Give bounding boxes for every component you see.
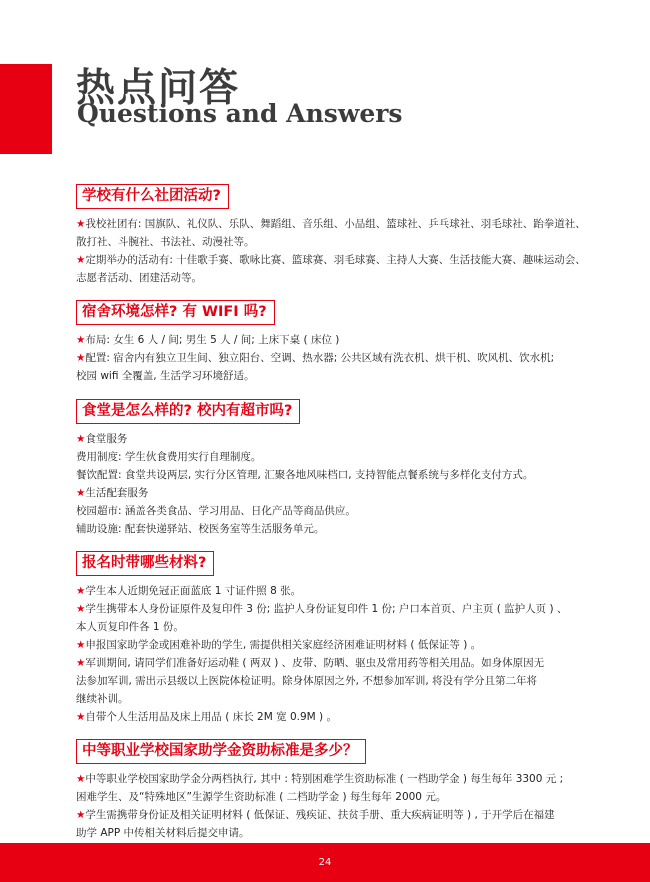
answer-text: 申报国家助学金或困难补助的学生, 需提供相关家庭经济困难证明材料 ( 低保证等 ) 。 <box>85 639 482 651</box>
answer-line <box>76 251 614 269</box>
answer-text: 生活配套服务 <box>85 487 149 499</box>
answer-text: 定期举办的活动有: 十佳歌手赛、歌咏比赛、篮球赛、羽毛球赛、主持人大赛、生活技能大赛、趣味运动会、 <box>85 254 586 266</box>
star-bullet-icon: ★ <box>76 254 86 266</box>
answer-block <box>76 582 614 726</box>
star-bullet-icon: ★ <box>76 433 86 445</box>
footer-bar <box>0 843 650 882</box>
answer-line <box>76 233 614 251</box>
answer-line <box>76 654 614 672</box>
page-subtitle: Questions and Answers <box>77 99 403 128</box>
answer-line <box>76 690 614 708</box>
star-bullet-icon: ★ <box>76 352 86 364</box>
answer-block <box>76 430 614 538</box>
answer-text: 学生携带本人身份证原件及复印件 3 份; 监护人身份证复印件 1 份; 户口本首页、户主页 ( 监护人页 ) 、 <box>85 603 568 615</box>
star-bullet-icon: ★ <box>76 773 86 785</box>
star-bullet-icon: ★ <box>76 711 86 723</box>
answer-line <box>76 708 614 726</box>
question-heading: 中等职业学校国家助学金资助标准是多少？ <box>76 739 366 764</box>
answer-line <box>76 618 614 636</box>
star-bullet-icon: ★ <box>76 657 86 669</box>
answer-text: 学生本人近期免冠正面蓝底 1 寸证件照 8 张。 <box>85 585 302 597</box>
answer-text: 军训期间, 请同学们准备好运动鞋 ( 两双 ) 、皮带、防晒、驱虫及常用药等相关用品。如身体原因无 <box>85 657 545 669</box>
answer-line <box>76 448 614 466</box>
answer-text: 辅助设施: 配套快递驿站、校医务室等生活服务单元。 <box>76 523 325 535</box>
qa-section <box>76 184 614 287</box>
answer-line <box>76 824 614 842</box>
question-heading: 报名时带哪些材料? <box>76 551 214 576</box>
star-bullet-icon: ★ <box>76 603 86 615</box>
star-bullet-icon: ★ <box>76 809 86 821</box>
answer-line <box>76 672 614 690</box>
star-bullet-icon: ★ <box>76 585 86 597</box>
answer-text: 中等职业学校国家助学金分两档执行, 其中 : 特别困难学生资助标准 ( 一档助学金 ) 每生每年 3300 元 ; <box>85 773 564 785</box>
answer-text: 费用制度: 学生伙食费用实行自理制度。 <box>76 451 262 463</box>
question-heading: 宿舍环境怎样? 有 WIFI 吗? <box>76 300 275 325</box>
answer-line <box>76 806 614 824</box>
question-heading: 食堂是怎么样的? 校内有超市吗? <box>76 399 300 424</box>
answer-text: 学生需携带身份证及相关证明材料 ( 低保证、残疾证、扶贫手册、重大疾病证明等 ) , 于开学后在福建 <box>85 809 555 821</box>
answer-block <box>76 770 614 842</box>
red-accent-bar <box>0 64 52 154</box>
answer-line <box>76 582 614 600</box>
page-title: 热点问答 <box>76 66 241 111</box>
answer-text: 散打社、斗腕社、书法社、动漫社等。 <box>76 236 255 248</box>
answer-text: 配置: 宿舍内有独立卫生间、独立阳台、空调、热水器; 公共区域有洗衣机、烘干机、吹风机、饮水机; <box>85 352 555 364</box>
answer-line <box>76 600 614 618</box>
answer-text: 自带个人生活用品及床上用品 ( 床长 2M 宽 0.9M ) 。 <box>85 711 337 723</box>
answer-text: 校园 wifi 全覆盖, 生活学习环境舒适。 <box>76 370 255 382</box>
answer-text: 布局: 女生 6 人 / 间; 男生 5 人 / 间; 上床下桌 ( 床位 ) <box>85 334 340 346</box>
qa-section <box>76 551 614 726</box>
qa-section <box>76 300 614 385</box>
answer-line <box>76 331 614 349</box>
answer-line <box>76 770 614 788</box>
answer-line <box>76 636 614 654</box>
answer-text: 餐饮配置: 食堂共设两层, 实行分区管理, 汇聚各地风味档口, 支持智能点餐系统与多样化支付方式。 <box>76 469 534 481</box>
qa-sections <box>76 184 614 855</box>
qa-section <box>76 399 614 538</box>
answer-line <box>76 502 614 520</box>
answer-text: 助学 APP 中传相关材料后提交申请。 <box>76 827 250 839</box>
answer-text: 志愿者活动、团建活动等。 <box>76 272 202 284</box>
question-heading: 学校有什么社团活动? <box>76 184 229 209</box>
answer-text: 我校社团有: 国旗队、礼仪队、乐队、舞蹈组、音乐组、小品组、篮球社、乒乓球社、羽毛球社、跆拳道社、 <box>85 218 586 230</box>
answer-text: 法参加军训, 需出示县级以上医院体检证明。除身体原因之外, 不想参加军训, 将没有学分且第二年将 <box>76 675 538 687</box>
answer-line <box>76 269 614 287</box>
qa-section <box>76 739 614 842</box>
answer-line <box>76 367 614 385</box>
answer-text: 困难学生、及“特殊地区”生源学生资助标准 ( 二档助学金 ) 每生每年 2000 元。 <box>76 791 447 803</box>
answer-line <box>76 466 614 484</box>
answer-block <box>76 331 614 385</box>
answer-line <box>76 520 614 538</box>
star-bullet-icon: ★ <box>76 218 86 230</box>
answer-line <box>76 349 614 367</box>
star-bullet-icon: ★ <box>76 639 86 651</box>
answer-line <box>76 788 614 806</box>
answer-line <box>76 215 614 233</box>
star-bullet-icon: ★ <box>76 334 86 346</box>
answer-text: 继续补训。 <box>76 693 129 705</box>
answer-text: 校园超市: 涵盖各类食品、学习用品、日化产品等商品供应。 <box>76 505 356 517</box>
answer-line <box>76 484 614 502</box>
star-bullet-icon: ★ <box>76 487 86 499</box>
answer-text: 食堂服务 <box>85 433 128 445</box>
answer-block <box>76 215 614 287</box>
answer-line <box>76 430 614 448</box>
answer-text: 本人页复印件各 1 份。 <box>76 621 184 633</box>
page-number: 24 <box>318 857 332 868</box>
